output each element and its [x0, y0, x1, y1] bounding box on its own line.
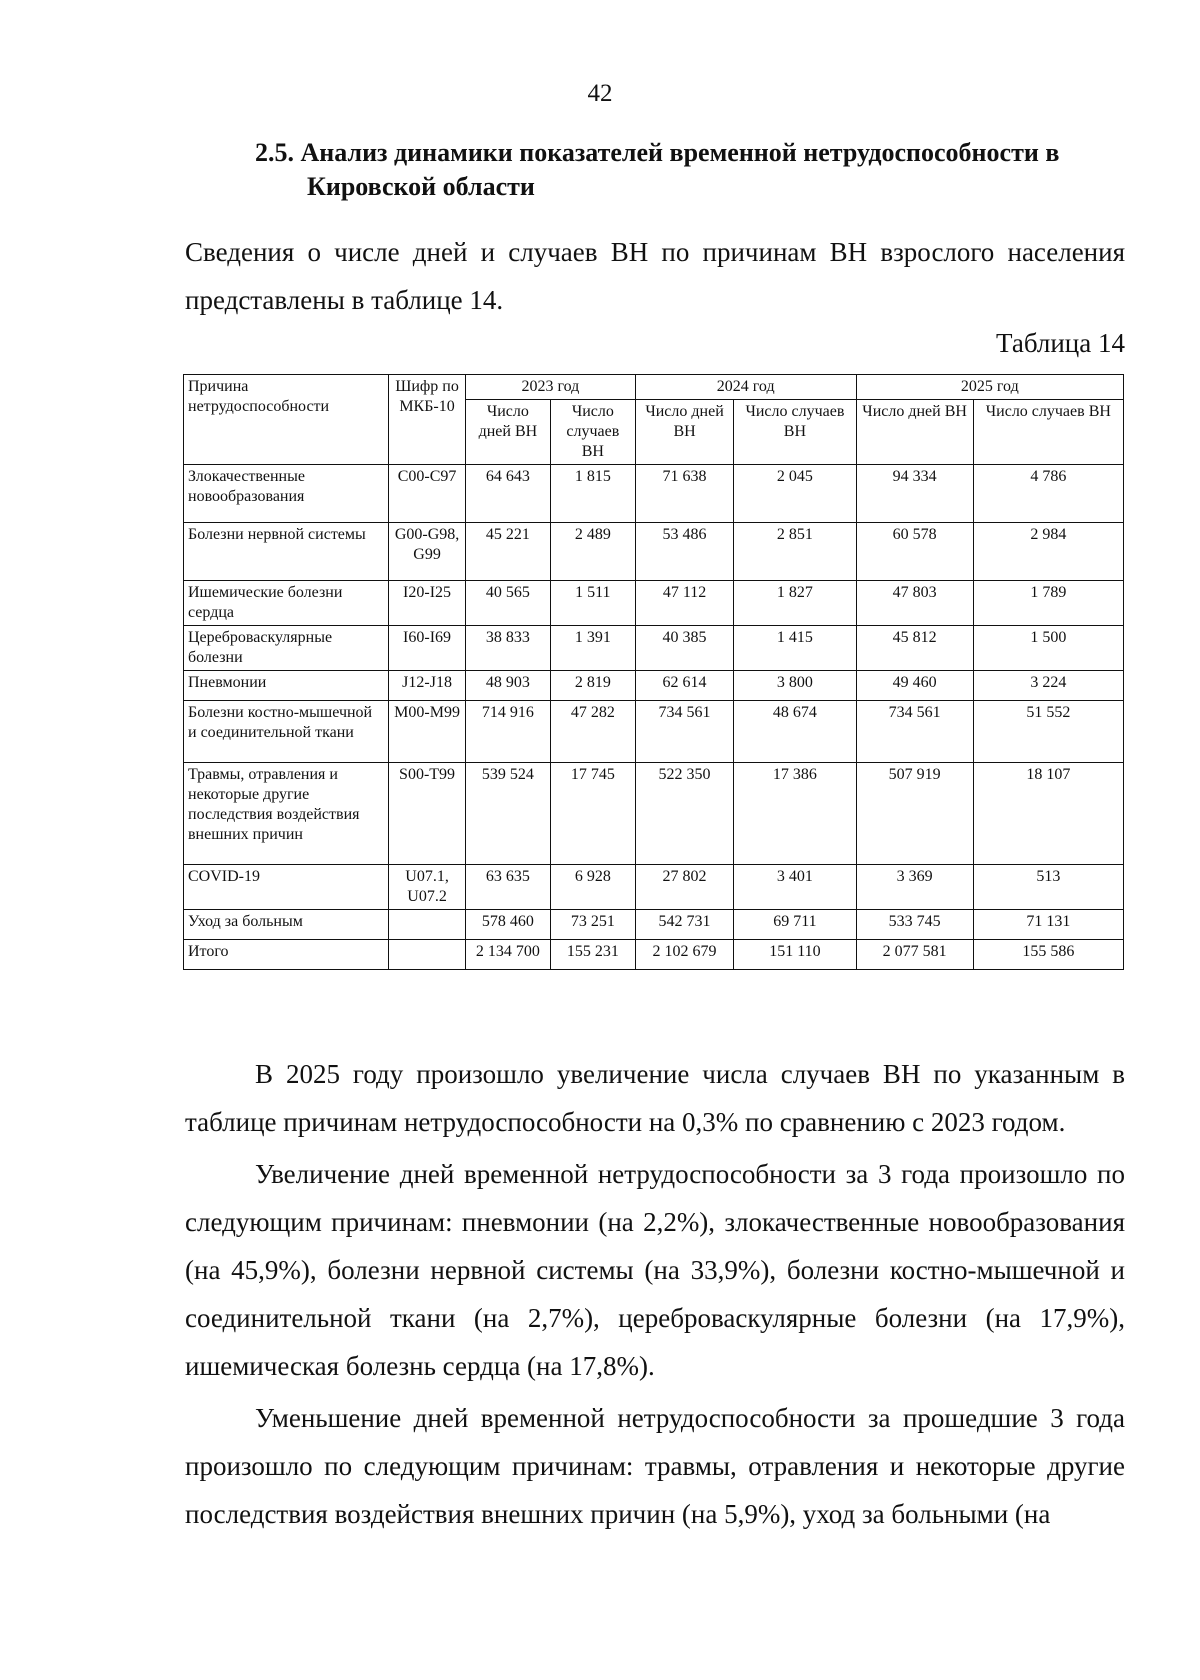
cell-code: I60-I69 [389, 626, 466, 671]
header-days-2025: Число дней ВН [856, 400, 973, 465]
table-row [184, 523, 1124, 581]
cell-value: 2 045 [734, 465, 856, 523]
cell-code [389, 940, 466, 970]
cell-code: I20-I25 [389, 581, 466, 626]
header-days-2023: Число дней ВН [465, 400, 550, 465]
cell-value: 2 984 [973, 523, 1123, 581]
cell-value: 1 415 [734, 626, 856, 671]
cell-value: 40 385 [635, 626, 733, 671]
cell-code: M00-M99 [389, 701, 466, 763]
cell-value: 734 561 [635, 701, 733, 763]
cell-value: 1 511 [550, 581, 635, 626]
cell-cause: Болезни костно-мышечной и соединительной ткани [184, 701, 389, 763]
cell-value: 6 928 [550, 865, 635, 910]
cell-code: G00-G98, G99 [389, 523, 466, 581]
table-row [184, 671, 1124, 701]
cell-value: 4 786 [973, 465, 1123, 523]
cell-value: 1 391 [550, 626, 635, 671]
cell-value: 1 827 [734, 581, 856, 626]
cell-cause: Уход за больным [184, 910, 389, 940]
cell-code [389, 910, 466, 940]
cell-value: 48 674 [734, 701, 856, 763]
cell-value: 71 131 [973, 910, 1123, 940]
header-year-2024: 2024 год [635, 375, 856, 400]
cell-value: 513 [973, 865, 1123, 910]
header-days-2024: Число дней ВН [635, 400, 733, 465]
header-cases-2024: Число случаев ВН [734, 400, 856, 465]
cell-code: J12-J18 [389, 671, 466, 701]
intro-paragraph: Сведения о числе дней и случаев ВН по причинам ВН взрослого населения представлены в таблице 14. [185, 237, 1125, 315]
table-row [184, 910, 1124, 940]
cell-value: 1 500 [973, 626, 1123, 671]
cell-value: 1 789 [973, 581, 1123, 626]
cell-value: 2 489 [550, 523, 635, 581]
header-cases-2025: Число случаев ВН [973, 400, 1123, 465]
cell-value: 73 251 [550, 910, 635, 940]
cell-value: 62 614 [635, 671, 733, 701]
cell-cause: COVID-19 [184, 865, 389, 910]
cell-code: U07.1, U07.2 [389, 865, 466, 910]
table-body [184, 465, 1124, 970]
page-number: 42 [587, 80, 613, 107]
cell-value: 155 231 [550, 940, 635, 970]
paragraph: Увеличение дней временной нетрудоспособности за 3 года произошло по следующим причинам: пневмонии (на 2,2%), злокачественные новообразования (на 45,9%), болезни нервной системы (на 33,9%), болезни костно-мышечной и соединительной ткани (на 2,7%), цереброваскулярные болезни (на 17,9%), ишемическая болезнь сердца (на 17,8%). [185, 1159, 1125, 1381]
cell-cause: Травмы, отравления и некоторые другие последствия воздействия внешних причин [184, 763, 389, 865]
cell-value: 71 638 [635, 465, 733, 523]
table-row [184, 626, 1124, 671]
cell-value: 45 221 [465, 523, 550, 581]
cell-value: 38 833 [465, 626, 550, 671]
header-year-2025: 2025 год [856, 375, 1123, 400]
cell-value: 507 919 [856, 763, 973, 865]
table-row [184, 465, 1124, 523]
cell-value: 522 350 [635, 763, 733, 865]
cell-value: 539 524 [465, 763, 550, 865]
header-cases-2023: Число случаев ВН [550, 400, 635, 465]
cell-value: 47 282 [550, 701, 635, 763]
table-row [184, 701, 1124, 763]
header-year-2023: 2023 год [465, 375, 635, 400]
section-heading-line2: Кировской области [307, 172, 535, 201]
cell-value: 155 586 [973, 940, 1123, 970]
cell-value: 49 460 [856, 671, 973, 701]
cell-value: 27 802 [635, 865, 733, 910]
cell-value: 151 110 [734, 940, 856, 970]
cell-value: 1 815 [550, 465, 635, 523]
cell-cause: Цереброваскулярные болезни [184, 626, 389, 671]
cell-value: 64 643 [465, 465, 550, 523]
cell-value: 51 552 [973, 701, 1123, 763]
cell-value: 2 819 [550, 671, 635, 701]
cell-value: 2 134 700 [465, 940, 550, 970]
cell-value: 94 334 [856, 465, 973, 523]
cell-cause: Итого [184, 940, 389, 970]
cell-value: 47 803 [856, 581, 973, 626]
table-row [184, 581, 1124, 626]
cell-value: 2 851 [734, 523, 856, 581]
table-caption: Таблица 14 [996, 328, 1125, 358]
cell-value: 2 077 581 [856, 940, 973, 970]
cell-value: 18 107 [973, 763, 1123, 865]
cell-value: 40 565 [465, 581, 550, 626]
cell-value: 3 800 [734, 671, 856, 701]
paragraph: В 2025 году произошло увеличение числа случаев ВН по указанным в таблице причинам нетрудоспособности на 0,3% по сравнению с 2023 годом. [185, 1059, 1125, 1137]
table-row [184, 940, 1124, 970]
cell-value: 533 745 [856, 910, 973, 940]
cell-value: 734 561 [856, 701, 973, 763]
paragraph: Уменьшение дней временной нетрудоспособности за прошедшие 3 года произошло по следующим причинам: травмы, отравления и некоторые другие последствия воздействия внешних причин (на 5,9%), уход за больными (на [185, 1403, 1125, 1529]
cell-code: S00-T99 [389, 763, 466, 865]
cell-cause: Ишемические болезни сердца [184, 581, 389, 626]
cell-value: 542 731 [635, 910, 733, 940]
cell-cause: Болезни нервной системы [184, 523, 389, 581]
header-cause: Причина нетрудоспособности [184, 375, 389, 465]
cell-value: 47 112 [635, 581, 733, 626]
cell-value: 17 386 [734, 763, 856, 865]
cell-value: 45 812 [856, 626, 973, 671]
cell-value: 63 635 [465, 865, 550, 910]
cell-value: 2 102 679 [635, 940, 733, 970]
cell-cause: Злокачественные новообразования [184, 465, 389, 523]
cell-value: 17 745 [550, 763, 635, 865]
cell-value: 3 224 [973, 671, 1123, 701]
cell-value: 60 578 [856, 523, 973, 581]
table-row [184, 865, 1124, 910]
sick-leave-table [183, 374, 1124, 970]
header-code: Шифр по МКБ-10 [389, 375, 466, 465]
section-heading-line1: 2.5. Анализ динамики показателей временной нетрудоспособности в [255, 138, 1060, 167]
cell-value: 53 486 [635, 523, 733, 581]
table-row [184, 763, 1124, 865]
cell-value: 3 369 [856, 865, 973, 910]
cell-value: 3 401 [734, 865, 856, 910]
cell-code: C00-C97 [389, 465, 466, 523]
cell-value: 69 711 [734, 910, 856, 940]
cell-value: 578 460 [465, 910, 550, 940]
cell-value: 48 903 [465, 671, 550, 701]
cell-value: 714 916 [465, 701, 550, 763]
body-text [185, 1050, 1125, 1542]
cell-cause: Пневмонии [184, 671, 389, 701]
section-heading [255, 136, 1145, 204]
